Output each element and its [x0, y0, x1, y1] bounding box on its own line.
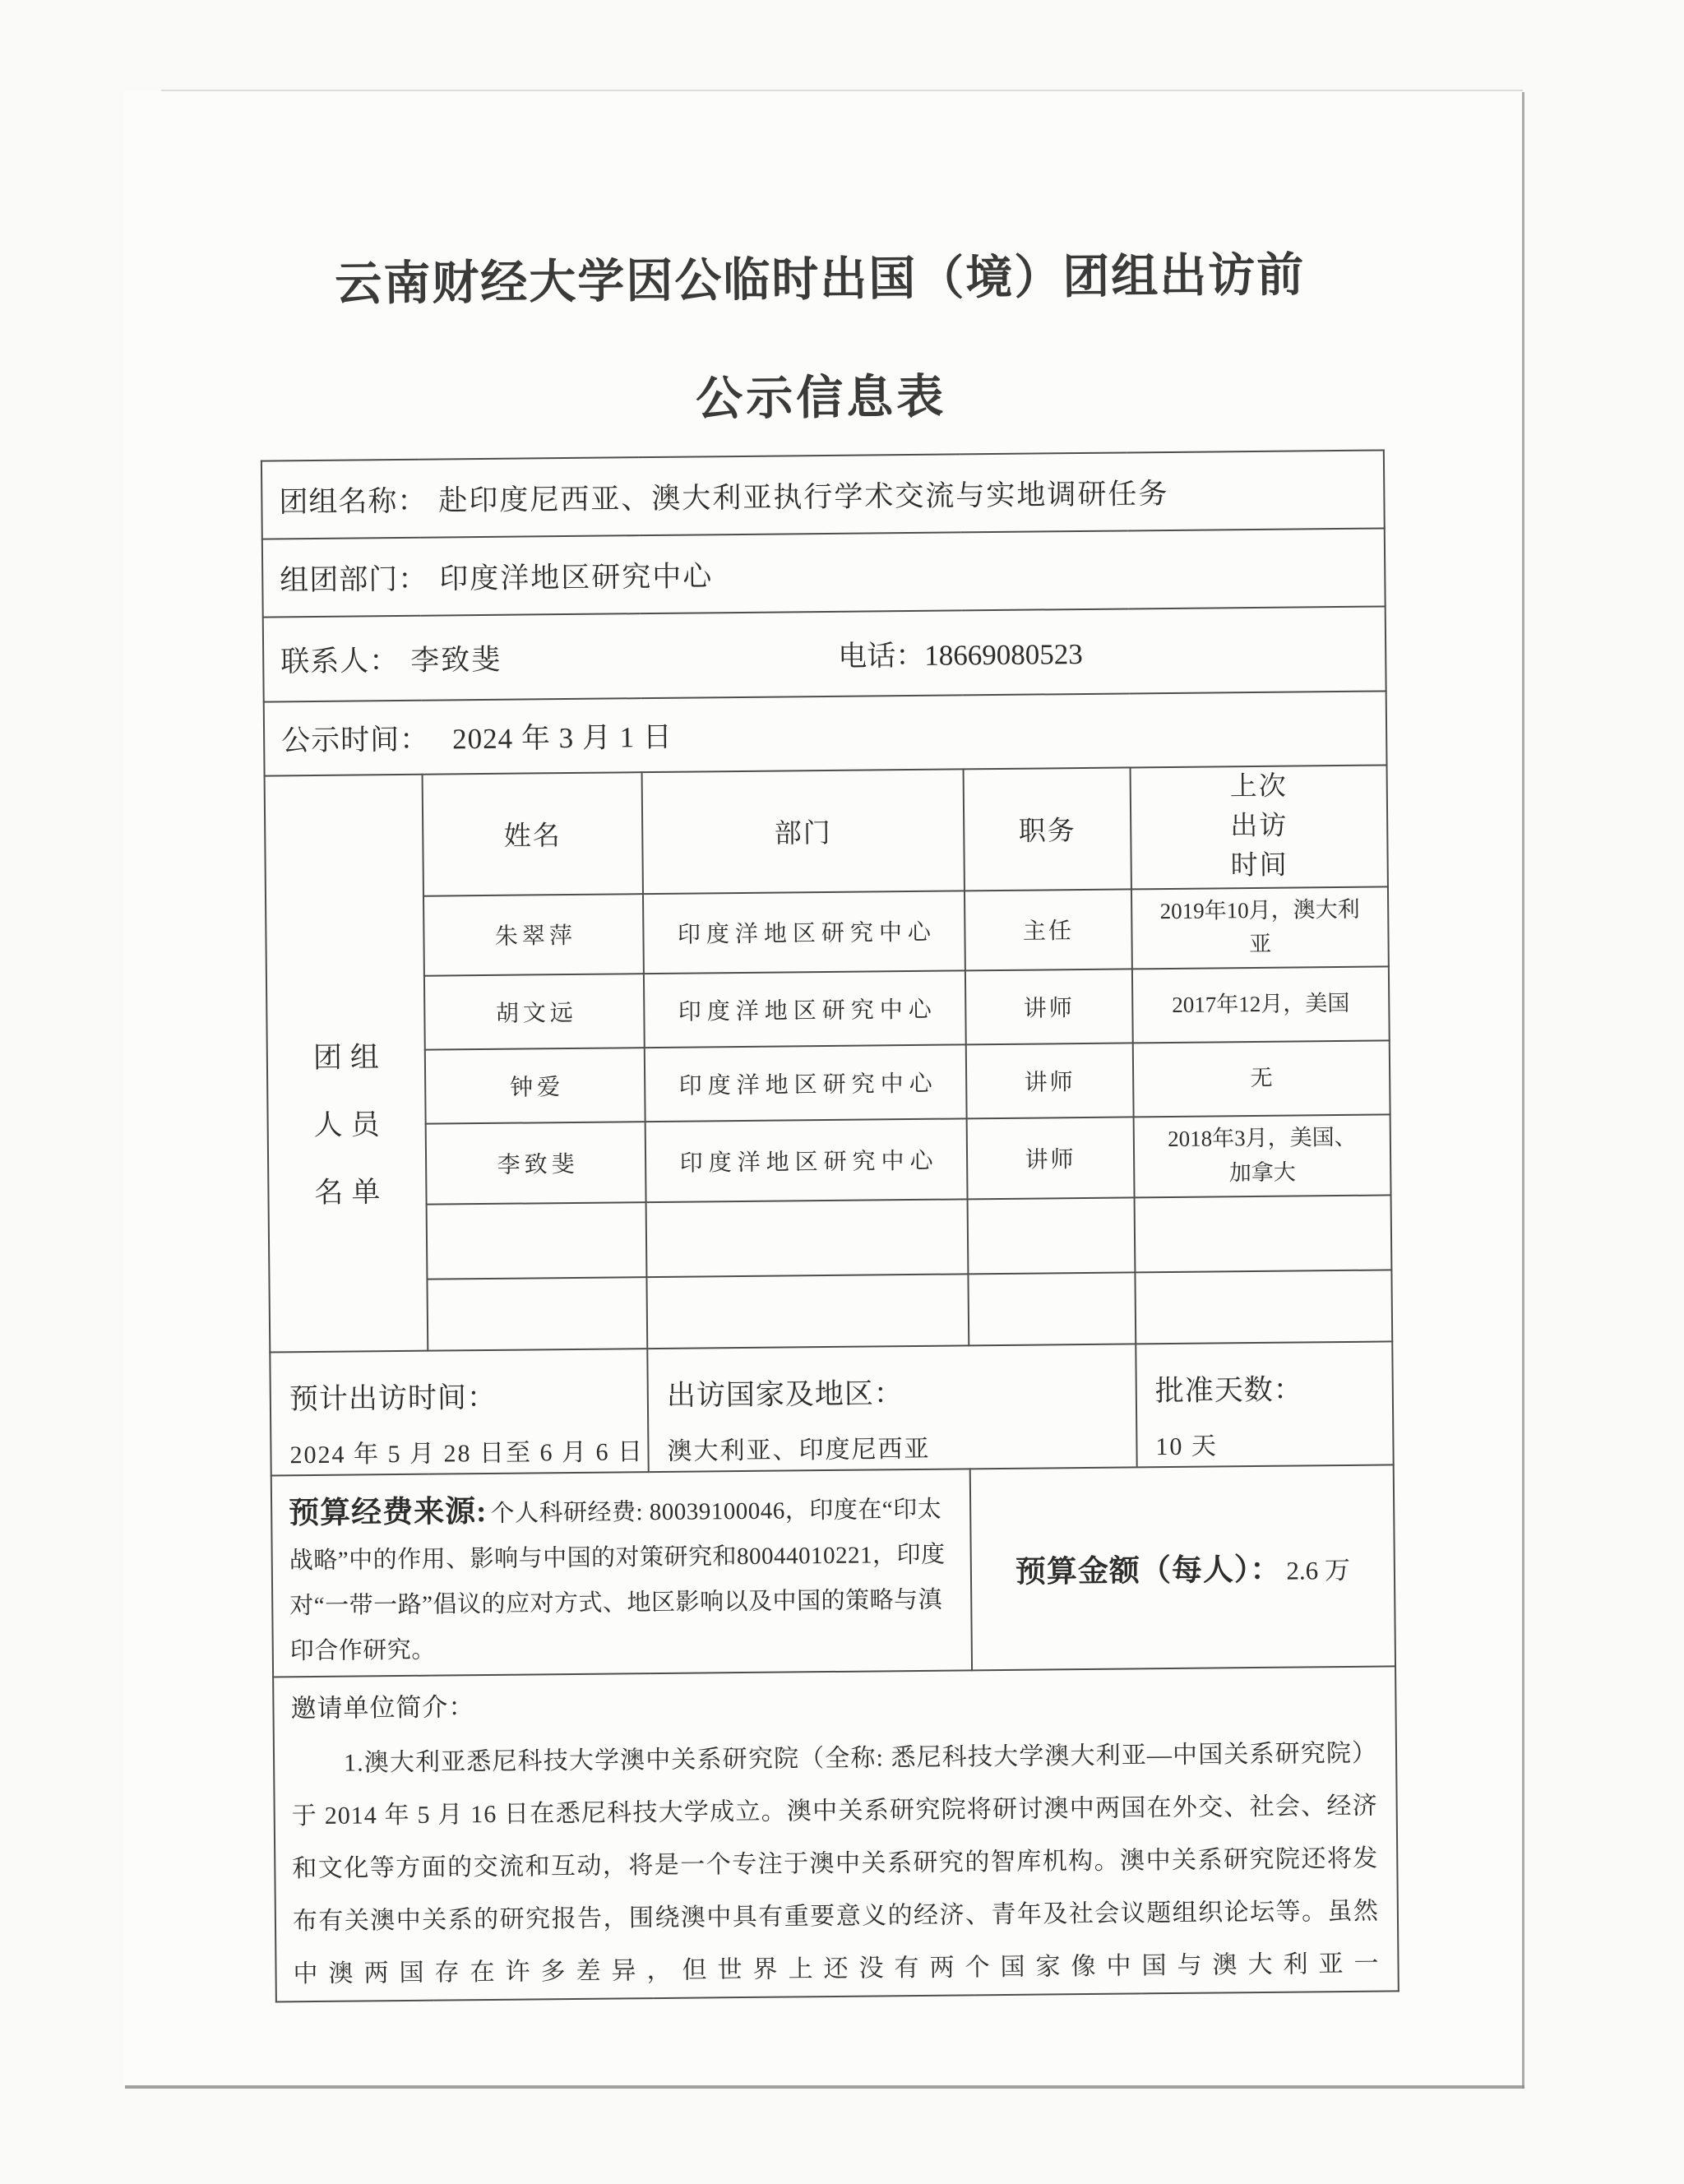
budget-amount-cell [970, 1464, 1395, 1670]
row-department [262, 528, 1386, 617]
phone-value: 18669080523 [924, 637, 1083, 672]
person-title [968, 1197, 1136, 1274]
countries-label: 出访国家及地区： [666, 1377, 904, 1412]
personnel-row-empty-2 [269, 1270, 1392, 1352]
label-line-3: 名单 [314, 1176, 389, 1209]
countries-cell [647, 1344, 1136, 1472]
person-name [427, 1202, 647, 1279]
row-contact [263, 606, 1386, 701]
approved-days-value: 10 天 [1155, 1432, 1219, 1461]
contact-cell [263, 606, 1386, 701]
document-content [257, 0, 1399, 2184]
approved-days-label: 批准天数： [1154, 1373, 1304, 1408]
person-dept: 印度洋地区研究中心 [643, 891, 965, 974]
person-name: 李致斐 [426, 1122, 646, 1204]
phone-block [838, 631, 1083, 674]
publicity-date-cell [264, 691, 1387, 775]
schedule-row [270, 1341, 1393, 1475]
budget-row [271, 1464, 1395, 1677]
label-line-1: 团组 [312, 1041, 388, 1074]
person-dept: 印度洋地区研究中心 [645, 1045, 967, 1122]
person-last-visit: 2018年3月，美国、加拿大 [1134, 1115, 1391, 1198]
page-edge-right [1522, 92, 1524, 2089]
department-cell [262, 528, 1386, 617]
department-label: 组团部门： [280, 562, 428, 596]
visit-time-label: 预计出访时间： [289, 1381, 497, 1416]
header-name: 姓名 [423, 772, 643, 895]
personnel-section-label-cell [265, 775, 428, 1353]
person-dept: 印度洋地区研究中心 [644, 971, 966, 1048]
person-dept [646, 1199, 969, 1277]
person-title: 讲师 [966, 1043, 1134, 1119]
approved-days-cell [1136, 1341, 1393, 1467]
document-title-line2: 公示信息表 [695, 370, 947, 426]
invitation-row [273, 1666, 1399, 2001]
person-last-visit [1135, 1270, 1392, 1344]
budget-source-label: 预算经费来源: [288, 1494, 488, 1531]
person-last-visit: 2019年10月，澳大利亚 [1131, 886, 1389, 969]
person-last-visit: 2017年12月，美国 [1132, 967, 1390, 1043]
row-group-name [261, 450, 1385, 539]
budget-amount-label: 预算金额（每人）： [1015, 1553, 1282, 1590]
publicity-date-label: 公示时间： [280, 723, 430, 757]
countries-value: 澳大利亚、印度尼西亚 [667, 1435, 931, 1465]
label-line-2: 人员 [313, 1108, 388, 1141]
invitation-paragraph: 1.澳大利亚悉尼科技大学澳中关系研究院（全称: 悉尼科技大学澳大利亚—中国关系研究院）于 2014 年 5 月 16 日在悉尼科技大学成立。澳中关系研究院将研讨澳中两国在外交、社会、经济和文化等方面的交流和互动，将是一个专注于澳中关系研究的智库机构。澳中关系研究院还将发布有关澳中关系的研究报告，围绕澳中具有重要意义的经济、青年及社会议题组织论坛等。虽然中澳两国存在许多差异，但世界上还没有两个国家像中国与澳大利亚一 [291, 1739, 1380, 1988]
group-name-value: 赴印度尼西亚、澳大利亚执行学术交流与实地调研任务 [438, 477, 1169, 517]
visit-time-cell [270, 1349, 648, 1475]
group-name-label: 团组名称： [279, 484, 428, 518]
personnel-section-label [269, 1034, 425, 1212]
person-title: 讲师 [967, 1117, 1135, 1200]
phone-label: 电话： [838, 639, 925, 673]
personnel-row-4 [268, 1115, 1391, 1206]
visit-time-value: 2024 年 5 月 28 日至 6 月 6 日 [289, 1438, 645, 1469]
budget-source-cell [271, 1469, 972, 1677]
person-title [968, 1272, 1136, 1345]
contact-label: 联系人： [280, 644, 400, 678]
person-dept [646, 1274, 969, 1349]
personnel-row-1 [266, 886, 1389, 978]
person-title: 主任 [965, 889, 1132, 971]
contact-value: 李致斐 [410, 643, 502, 677]
department-value: 印度洋地区研究中心 [439, 559, 714, 595]
person-name: 钟爱 [425, 1048, 645, 1124]
person-last-visit: 无 [1133, 1041, 1390, 1117]
invitation-cell [273, 1666, 1399, 2001]
person-last-visit [1135, 1195, 1392, 1272]
personnel-header-row [265, 765, 1388, 897]
row-publicity-date [264, 691, 1387, 775]
person-name [427, 1277, 647, 1351]
header-last-visit: 上次出访时间 [1131, 765, 1388, 889]
header-title: 职务 [964, 767, 1131, 890]
group-name-cell [261, 450, 1385, 539]
person-dept: 印度洋地区研究中心 [645, 1119, 968, 1202]
budget-amount-value: 2.6 万 [1286, 1556, 1351, 1586]
publicity-date-value: 2024 年 3 月 1 日 [451, 720, 673, 756]
personnel-row-2 [266, 967, 1390, 1052]
person-title: 讲师 [965, 969, 1133, 1045]
personnel-row-3 [267, 1041, 1390, 1126]
invitation-heading: 邀请单位简介： [290, 1692, 475, 1724]
person-name: 朱翠萍 [423, 894, 644, 976]
personnel-row-empty-1 [269, 1195, 1392, 1280]
person-name: 胡文远 [424, 974, 645, 1050]
header-dept: 部门 [642, 769, 965, 893]
publicity-info-table [261, 449, 1399, 2002]
document-title-line1: 云南财经大学因公临时出国（境）团组出访前 [335, 248, 1306, 311]
budget-source-text: 个人科研经费: 80039100046，印度在“印太战略”中的作用、影响与中国的对策研究和80044010221，印度对“一带一路”倡议的应对方式、地区影响以及中国的策略与滇印合作研究。 [289, 1496, 946, 1665]
